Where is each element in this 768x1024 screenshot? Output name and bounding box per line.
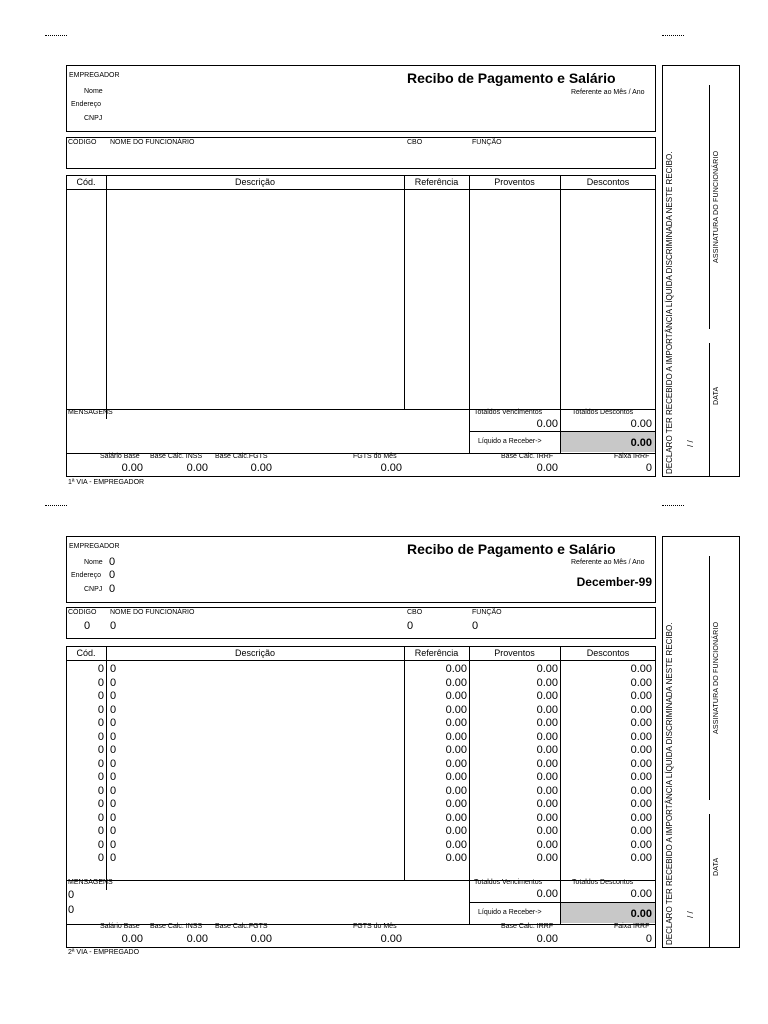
message-line-1: 0 [68, 889, 75, 901]
via-label: 1ª VIA - EMPREGADOR [68, 479, 145, 486]
irrf-base-label: Base Calc. IRRF [501, 453, 554, 460]
row-reference: 0.00 [445, 798, 467, 810]
name-label: Nome [84, 88, 103, 95]
total-desc-label: Totaldos Descontos [572, 409, 634, 416]
row-reference: 0.00 [445, 676, 467, 689]
salary-base-label: Salário Base [100, 923, 140, 930]
reference-label: Referente ao Mês / Ano [571, 559, 645, 566]
row-deductions: 0.00 [630, 852, 652, 864]
row-reference: 0.00 [445, 838, 467, 851]
cbo-value: 0 [407, 620, 414, 632]
row-reference: 0.00 [445, 784, 467, 797]
row-code: 0 [97, 811, 104, 824]
row-description: 0 [110, 730, 117, 743]
col-prov-header: Proventos [494, 177, 535, 187]
reference-label: Referente ao Mês / Ano [571, 89, 645, 96]
row-description: 0 [110, 690, 117, 702]
row-code: 0 [97, 717, 104, 729]
row-code: 0 [97, 690, 104, 702]
address-label: Endereço [71, 572, 101, 579]
total-prov-label: Totaldos Vencimentos [474, 409, 543, 416]
row-earnings: 0.00 [536, 703, 558, 716]
address-label: Endereço [71, 101, 101, 108]
date-label: DATA [713, 386, 720, 405]
row-deductions: 0.00 [630, 717, 652, 729]
fgts-base-value: 0.00 [250, 462, 272, 474]
signature-label: ASSINATURA DO FUNCIONÁRIO [713, 150, 720, 263]
total-desc-label: Totaldos Descontos [572, 879, 634, 886]
col-disc-header: Descontos [586, 648, 630, 658]
row-earnings: 0.00 [536, 676, 558, 689]
col-ref-header: Referência [414, 177, 459, 187]
name-value: 0 [109, 556, 116, 568]
row-deductions: 0.00 [630, 784, 652, 797]
row-deductions: 0.00 [630, 744, 652, 756]
row-description: 0 [110, 703, 117, 716]
inss-base-value: 0.00 [186, 933, 208, 945]
row-deductions: 0.00 [630, 690, 652, 702]
cnpj-label: CNPJ [84, 586, 103, 593]
row-code: 0 [97, 676, 104, 689]
cut-mark [45, 505, 67, 506]
col-desc-header: Descrição [234, 177, 275, 187]
net-value: 0.00 [630, 908, 652, 920]
row-code: 0 [97, 852, 104, 864]
row-earnings: 0.00 [536, 825, 558, 837]
row-description: 0 [110, 852, 117, 864]
code-label: CÓDIGO [68, 139, 97, 146]
cut-mark [662, 35, 684, 36]
col-disc-header: Descontos [586, 177, 630, 187]
cnpj-value: 0 [109, 583, 116, 595]
cut-mark [45, 35, 67, 36]
row-description: 0 [110, 784, 117, 797]
salary-base-value: 0.00 [121, 462, 143, 474]
month-year-value: December-99 [576, 575, 652, 589]
row-code: 0 [97, 784, 104, 797]
fgts-month-value: 0.00 [380, 933, 402, 945]
row-reference: 0.00 [445, 703, 467, 716]
row-deductions: 0.00 [630, 838, 652, 851]
code-label: CÓDIGO [68, 609, 97, 616]
col-desc-header: Descrição [234, 648, 275, 658]
inss-base-label: Base Calc. INSS [150, 453, 203, 460]
messages-label: MENSAGENS [68, 879, 113, 886]
message-line-2: 0 [68, 904, 75, 916]
employer-label: EMPREGADOR [69, 543, 120, 550]
salary-base-label: Salário Base [100, 453, 140, 460]
via-label: 2ª VIA - EMPREGADO [68, 949, 140, 956]
signature-label: ASSINATURA DO FUNCIONÁRIO [713, 621, 720, 734]
row-description: 0 [110, 771, 117, 783]
row-reference: 0.00 [445, 717, 467, 729]
row-deductions: 0.00 [630, 757, 652, 770]
date-slashes: / / [686, 911, 695, 918]
irrf-base-value: 0.00 [536, 933, 558, 945]
row-reference: 0.00 [445, 811, 467, 824]
row-earnings: 0.00 [536, 690, 558, 702]
row-deductions: 0.00 [630, 798, 652, 810]
irrf-base-label: Base Calc. IRRF [501, 923, 554, 930]
row-reference: 0.00 [445, 690, 467, 702]
fgts-base-label: Base Calc.FGTS [215, 453, 268, 460]
employer-label: EMPREGADOR [69, 72, 120, 79]
total-desc-value: 0.00 [630, 418, 652, 430]
row-description: 0 [110, 757, 117, 770]
messages-label: MENSAGENS [68, 409, 113, 416]
irrf-bracket-value: 0 [645, 933, 652, 945]
code-value: 0 [84, 620, 91, 632]
row-earnings: 0.00 [536, 717, 558, 729]
row-description: 0 [110, 663, 117, 675]
cut-mark [662, 505, 684, 506]
cbo-label: CBO [407, 139, 423, 146]
col-prov-header: Proventos [494, 648, 535, 658]
declaration-text: DECLARO TER RECEBIDO A IMPORTÂNCIA LÍQUIDA DISCRIMINADA NESTE RECIBO. [665, 622, 674, 945]
row-code: 0 [97, 838, 104, 851]
row-earnings: 0.00 [536, 798, 558, 810]
row-earnings: 0.00 [536, 784, 558, 797]
employee-name-label: NOME DO FUNCIONÁRIO [110, 139, 195, 146]
net-label: Líquido a Receber-> [478, 438, 542, 445]
row-reference: 0.00 [445, 757, 467, 770]
receipt-title: Recibo de Pagamento e Salário [407, 70, 616, 86]
date-slashes: / / [686, 440, 695, 447]
row-description: 0 [110, 825, 117, 837]
row-description: 0 [110, 717, 117, 729]
fgts-base-label: Base Calc.FGTS [215, 923, 268, 930]
row-earnings: 0.00 [536, 757, 558, 770]
receipt-title: Recibo de Pagamento e Salário [407, 541, 616, 557]
inss-base-value: 0.00 [186, 462, 208, 474]
row-deductions: 0.00 [630, 730, 652, 743]
date-label: DATA [713, 857, 720, 876]
row-code: 0 [97, 663, 104, 675]
row-earnings: 0.00 [536, 730, 558, 743]
row-deductions: 0.00 [630, 811, 652, 824]
total-prov-value: 0.00 [536, 418, 558, 430]
cnpj-label: CNPJ [84, 115, 103, 122]
row-reference: 0.00 [445, 744, 467, 756]
row-earnings: 0.00 [536, 811, 558, 824]
row-code: 0 [97, 798, 104, 810]
irrf-bracket-label: Faixa IRRF [614, 923, 650, 930]
row-reference: 0.00 [445, 771, 467, 783]
row-reference: 0.00 [445, 852, 467, 864]
declaration-text: DECLARO TER RECEBIDO A IMPORTÂNCIA LÍQUIDA DISCRIMINADA NESTE RECIBO. [665, 151, 674, 474]
row-description: 0 [110, 811, 117, 824]
function-label: FUNÇÃO [472, 139, 502, 146]
row-earnings: 0.00 [536, 663, 558, 675]
row-earnings: 0.00 [536, 838, 558, 851]
col-ref-header: Referência [414, 648, 459, 658]
row-description: 0 [110, 838, 117, 851]
function-label: FUNÇÃO [472, 609, 502, 616]
col-cod-header: Cód. [76, 648, 96, 658]
row-earnings: 0.00 [536, 852, 558, 864]
row-code: 0 [97, 771, 104, 783]
net-value: 0.00 [630, 437, 652, 449]
employee-name-label: NOME DO FUNCIONÁRIO [110, 609, 195, 616]
row-reference: 0.00 [445, 825, 467, 837]
irrf-bracket-value: 0 [645, 462, 652, 474]
total-prov-value: 0.00 [536, 888, 558, 900]
row-deductions: 0.00 [630, 825, 652, 837]
row-description: 0 [110, 744, 117, 756]
address-value: 0 [109, 569, 116, 581]
row-code: 0 [97, 744, 104, 756]
row-description: 0 [110, 798, 117, 810]
col-cod-header: Cód. [76, 177, 96, 187]
function-value: 0 [472, 620, 479, 632]
row-earnings: 0.00 [536, 744, 558, 756]
salary-base-value: 0.00 [121, 933, 143, 945]
net-label: Líquido a Receber-> [478, 909, 542, 916]
fgts-month-label: FGTS do Mês [353, 923, 397, 930]
fgts-month-value: 0.00 [380, 462, 402, 474]
fgts-base-value: 0.00 [250, 933, 272, 945]
row-deductions: 0.00 [630, 663, 652, 675]
row-code: 0 [97, 825, 104, 837]
cbo-label: CBO [407, 609, 423, 616]
irrf-bracket-label: Faixa IRRF [614, 453, 650, 460]
inss-base-label: Base Calc. INSS [150, 923, 203, 930]
row-deductions: 0.00 [630, 676, 652, 689]
row-reference: 0.00 [445, 730, 467, 743]
row-earnings: 0.00 [536, 771, 558, 783]
row-code: 0 [97, 757, 104, 770]
irrf-base-value: 0.00 [536, 462, 558, 474]
fgts-month-label: FGTS do Mês [353, 453, 397, 460]
row-deductions: 0.00 [630, 703, 652, 716]
row-reference: 0.00 [445, 663, 467, 675]
total-desc-value: 0.00 [630, 888, 652, 900]
total-prov-label: Totaldos Vencimentos [474, 879, 543, 886]
row-code: 0 [97, 703, 104, 716]
row-code: 0 [97, 730, 104, 743]
name-label: Nome [84, 559, 103, 566]
row-deductions: 0.00 [630, 771, 652, 783]
row-description: 0 [110, 676, 117, 689]
employee-name-value: 0 [110, 620, 117, 632]
